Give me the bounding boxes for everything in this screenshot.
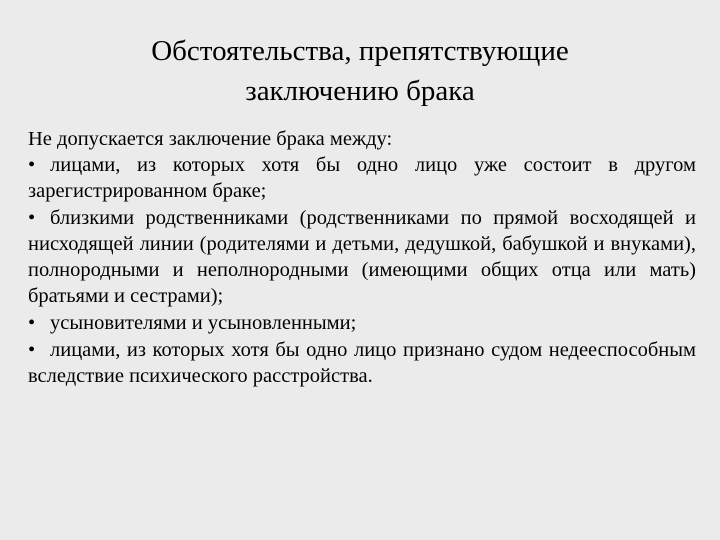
bullet-item	[28, 152, 696, 204]
bullet-item	[28, 205, 696, 309]
bullet-marker: •	[28, 207, 36, 229]
bullet-marker: •	[28, 339, 36, 361]
bullet-text: лицами, из которых хотя бы одно лицо уже состоит в другом зарегистрированном браке;	[28, 154, 696, 202]
slide-title	[60, 31, 660, 111]
bullet-marker: •	[28, 154, 36, 176]
intro-text: Не допускается заключение брака между:	[28, 128, 393, 150]
bullet-item	[28, 310, 696, 336]
title-line-1: Обстоятельства, препятствующие	[151, 35, 569, 67]
bullet-marker: •	[28, 312, 36, 334]
slide-body	[28, 126, 696, 390]
bullet-item	[28, 337, 696, 389]
bullet-text: усыновителями и усыновленными;	[50, 312, 357, 334]
title-line-2: заключению брака	[245, 75, 475, 107]
bullet-text: близкими родственниками (родственниками по прямой восходящей и нисходящей линии (родителями и детьми, дедушкой, бабушкой и внуками), полнородными и неполнородными (имеющими общих отца или мать) братьями и сестрами);	[28, 207, 696, 307]
bullet-text: лицами, из которых хотя бы одно лицо признано судом недееспособным вследствие психического расстройства.	[28, 339, 696, 387]
